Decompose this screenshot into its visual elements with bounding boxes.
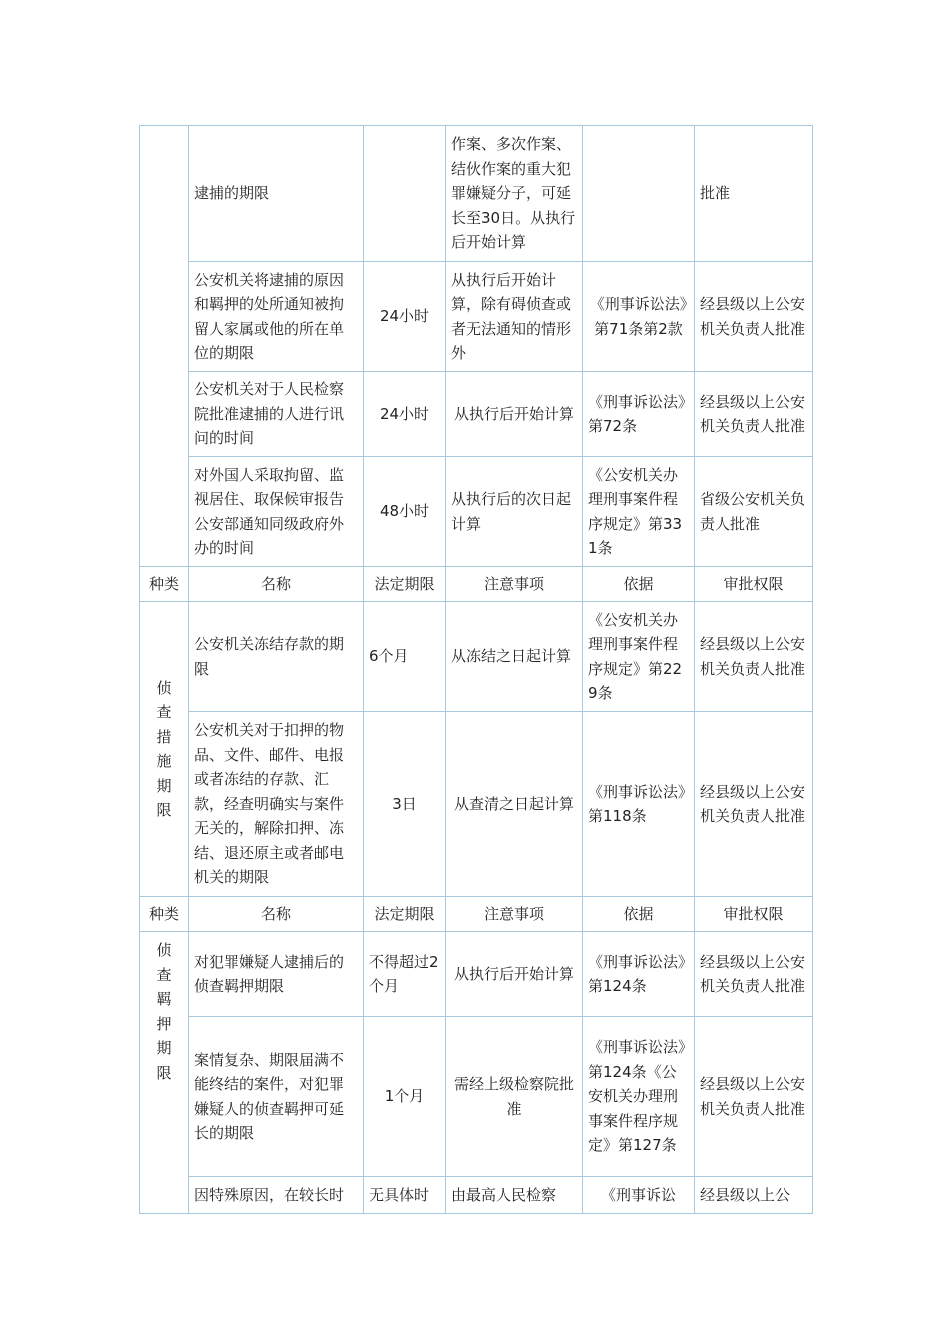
row-period: 48小时 [364, 457, 446, 567]
row-name: 公安机关对于人民检察院批准逮捕的人进行讯问的时间 [189, 372, 364, 457]
header-row [140, 567, 813, 602]
header-basis: 依据 [583, 897, 695, 932]
row-approval: 经县级以上公安机关负责人批准 [695, 1017, 813, 1177]
row-name: 案情复杂、期限届满不能终结的案件，对犯罪嫌疑人的侦查羁押可延长的期限 [189, 1017, 364, 1177]
row-period: 1个月 [364, 1017, 446, 1177]
table-row [140, 712, 813, 897]
table-row [140, 1017, 813, 1177]
header-period: 法定期限 [364, 567, 446, 602]
row-period: 3日 [364, 712, 446, 897]
row-note: 从执行后开始计算，除有碍侦查或者无法通知的情形外 [446, 262, 583, 372]
row-approval: 经县级以上公安机关负责人批准 [695, 262, 813, 372]
header-note: 注意事项 [446, 567, 583, 602]
row-basis: 《刑事诉讼法》第124条《公安机关办理刑事案件程序规定》第127条 [583, 1017, 695, 1177]
row-name: 公安机关对于扣押的物品、文件、邮件、电报或者冻结的存款、汇款，经查明确实与案件无关的，解除扣押、冻结、退还原主或者邮电机关的期限 [189, 712, 364, 897]
row-note: 作案、多次作案、结伙作案的重大犯罪嫌疑分子，可延长至30日。从执行后开始计算 [446, 126, 583, 262]
row-approval: 省级公安机关负责人批准 [695, 457, 813, 567]
row-note: 从冻结之日起计算 [446, 602, 583, 712]
row-name: 公安机关将逮捕的原因和羁押的处所通知被拘留人家属或他的所在单位的期限 [189, 262, 364, 372]
table-row [140, 602, 813, 712]
row-name: 逮捕的期限 [189, 126, 364, 262]
table-row [140, 372, 813, 457]
row-basis [583, 126, 695, 262]
row-approval: 批准 [695, 126, 813, 262]
row-approval: 经县级以上公安机关负责人批准 [695, 602, 813, 712]
row-approval: 经县级以上公 [695, 1177, 813, 1214]
row-period: 无具体时 [364, 1177, 446, 1214]
header-name: 名称 [189, 567, 364, 602]
header-note: 注意事项 [446, 897, 583, 932]
header-category: 种类 [140, 897, 189, 932]
row-name: 公安机关冻结存款的期限 [189, 602, 364, 712]
table-row [140, 932, 813, 1017]
header-period: 法定期限 [364, 897, 446, 932]
row-note: 从执行后开始计算 [446, 932, 583, 1017]
row-name: 对犯罪嫌疑人逮捕后的侦查羁押期限 [189, 932, 364, 1017]
row-approval: 经县级以上公安机关负责人批准 [695, 712, 813, 897]
row-basis: 《刑事诉讼法》第118条 [583, 712, 695, 897]
row-basis: 《刑事诉讼法》第71条第2款 [583, 262, 695, 372]
row-note: 从查清之日起计算 [446, 712, 583, 897]
table-row [140, 1177, 813, 1214]
header-approval: 审批权限 [695, 897, 813, 932]
row-period [364, 126, 446, 262]
header-basis: 依据 [583, 567, 695, 602]
table-row [140, 262, 813, 372]
row-name: 对外国人采取拘留、监视居住、取保候审报告公安部通知同级政府外办的时间 [189, 457, 364, 567]
row-basis: 《刑事诉讼法》第124条 [583, 932, 695, 1017]
header-row [140, 897, 813, 932]
row-basis: 《公安机关办理刑事案件程序规定》第331条 [583, 457, 695, 567]
category-label: 侦查措施期限 [156, 678, 172, 819]
row-note: 从执行后开始计算 [446, 372, 583, 457]
header-category: 种类 [140, 567, 189, 602]
table-row [140, 457, 813, 567]
row-period: 24小时 [364, 372, 446, 457]
deadline-table [139, 125, 813, 1214]
row-note: 由最高人民检察 [446, 1177, 583, 1214]
header-approval: 审批权限 [695, 567, 813, 602]
row-name: 因特殊原因，在较长时 [189, 1177, 364, 1214]
row-basis: 《刑事诉讼 [583, 1177, 695, 1214]
category-cell [140, 602, 189, 897]
row-note: 从执行后的次日起计算 [446, 457, 583, 567]
table-row [140, 126, 813, 262]
row-period: 不得超过2个月 [364, 932, 446, 1017]
row-period: 6个月 [364, 602, 446, 712]
row-basis: 《公安机关办理刑事案件程序规定》第229条 [583, 602, 695, 712]
row-approval: 经县级以上公安机关负责人批准 [695, 932, 813, 1017]
category-cell [140, 932, 189, 1214]
row-approval: 经县级以上公安机关负责人批准 [695, 372, 813, 457]
row-note: 需经上级检察院批准 [446, 1017, 583, 1177]
category-cell-empty [140, 126, 189, 567]
header-name: 名称 [189, 897, 364, 932]
category-label: 侦查羁押期限 [156, 941, 172, 1082]
row-basis: 《刑事诉讼法》第72条 [583, 372, 695, 457]
row-period: 24小时 [364, 262, 446, 372]
